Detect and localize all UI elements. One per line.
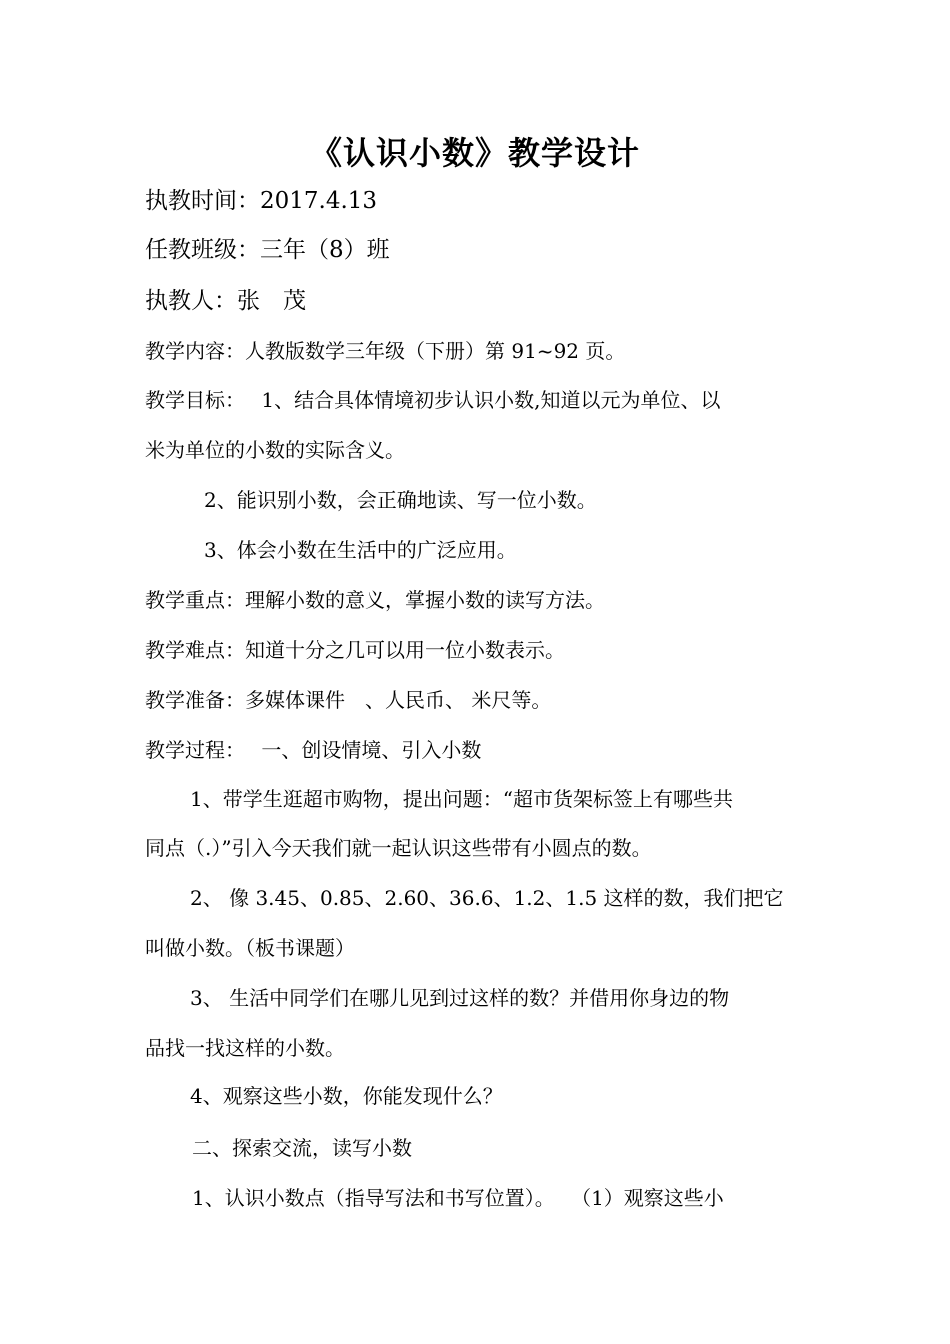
goal-1-line-a: 教学目标： 1、结合具体情境初步认识小数,知道以元为单位、以 [145,388,721,412]
step-1-line-a: 1、带学生逛超市购物，提出问题：“超市货架标签上有哪些共 [190,787,733,811]
content-line: 教学内容：人教版数学三年级（下册）第 91~92 页。 [145,339,626,363]
step-2-line-b: 叫做小数。（板书课题） [145,936,355,960]
step-3-line-a: 3、 生活中同学们在哪儿见到过这样的数？并借用你身边的物 [190,986,730,1010]
goal-3-line: 3、体会小数在生活中的广泛应用。 [204,538,517,562]
preparation-line: 教学准备：多媒体课件 、人民币、 米尺等。 [145,688,552,712]
class-line: 任教班级：三年（8）班 [145,237,390,263]
step-1-line-b: 同点（.）”引入今天我们就一起认识这些带有小圆点的数。 [145,836,652,860]
section-2-heading: 二、探索交流，读写小数 [192,1136,412,1160]
date-line: 执教时间：2017.4.13 [145,188,378,214]
goal-1-line-b: 米为单位的小数的实际含义。 [145,438,405,462]
goal-2-line: 2、能识别小数，会正确地读、写一位小数。 [204,488,597,512]
section-2-line-1: 1、认识小数点（指导写法和书写位置）。 （1）观察这些小 [192,1186,724,1210]
teacher-line: 执教人：张 茂 [145,288,306,314]
key-point-line: 教学重点：理解小数的意义，掌握小数的读写方法。 [145,588,605,612]
document-title: 《认识小数》教学设计 [309,134,640,172]
step-2-line-a: 2、 像 3.45、0.85、2.60、36.6、1.2、1.5 这样的数，我们把它 [190,886,784,910]
difficulty-line: 教学难点：知道十分之几可以用一位小数表示。 [145,638,565,662]
step-4-line: 4、观察这些小数，你能发现什么？ [190,1084,503,1108]
step-3-line-b: 品找一找这样的小数。 [145,1036,345,1060]
process-heading: 教学过程： 一、创设情境、引入小数 [145,738,482,762]
